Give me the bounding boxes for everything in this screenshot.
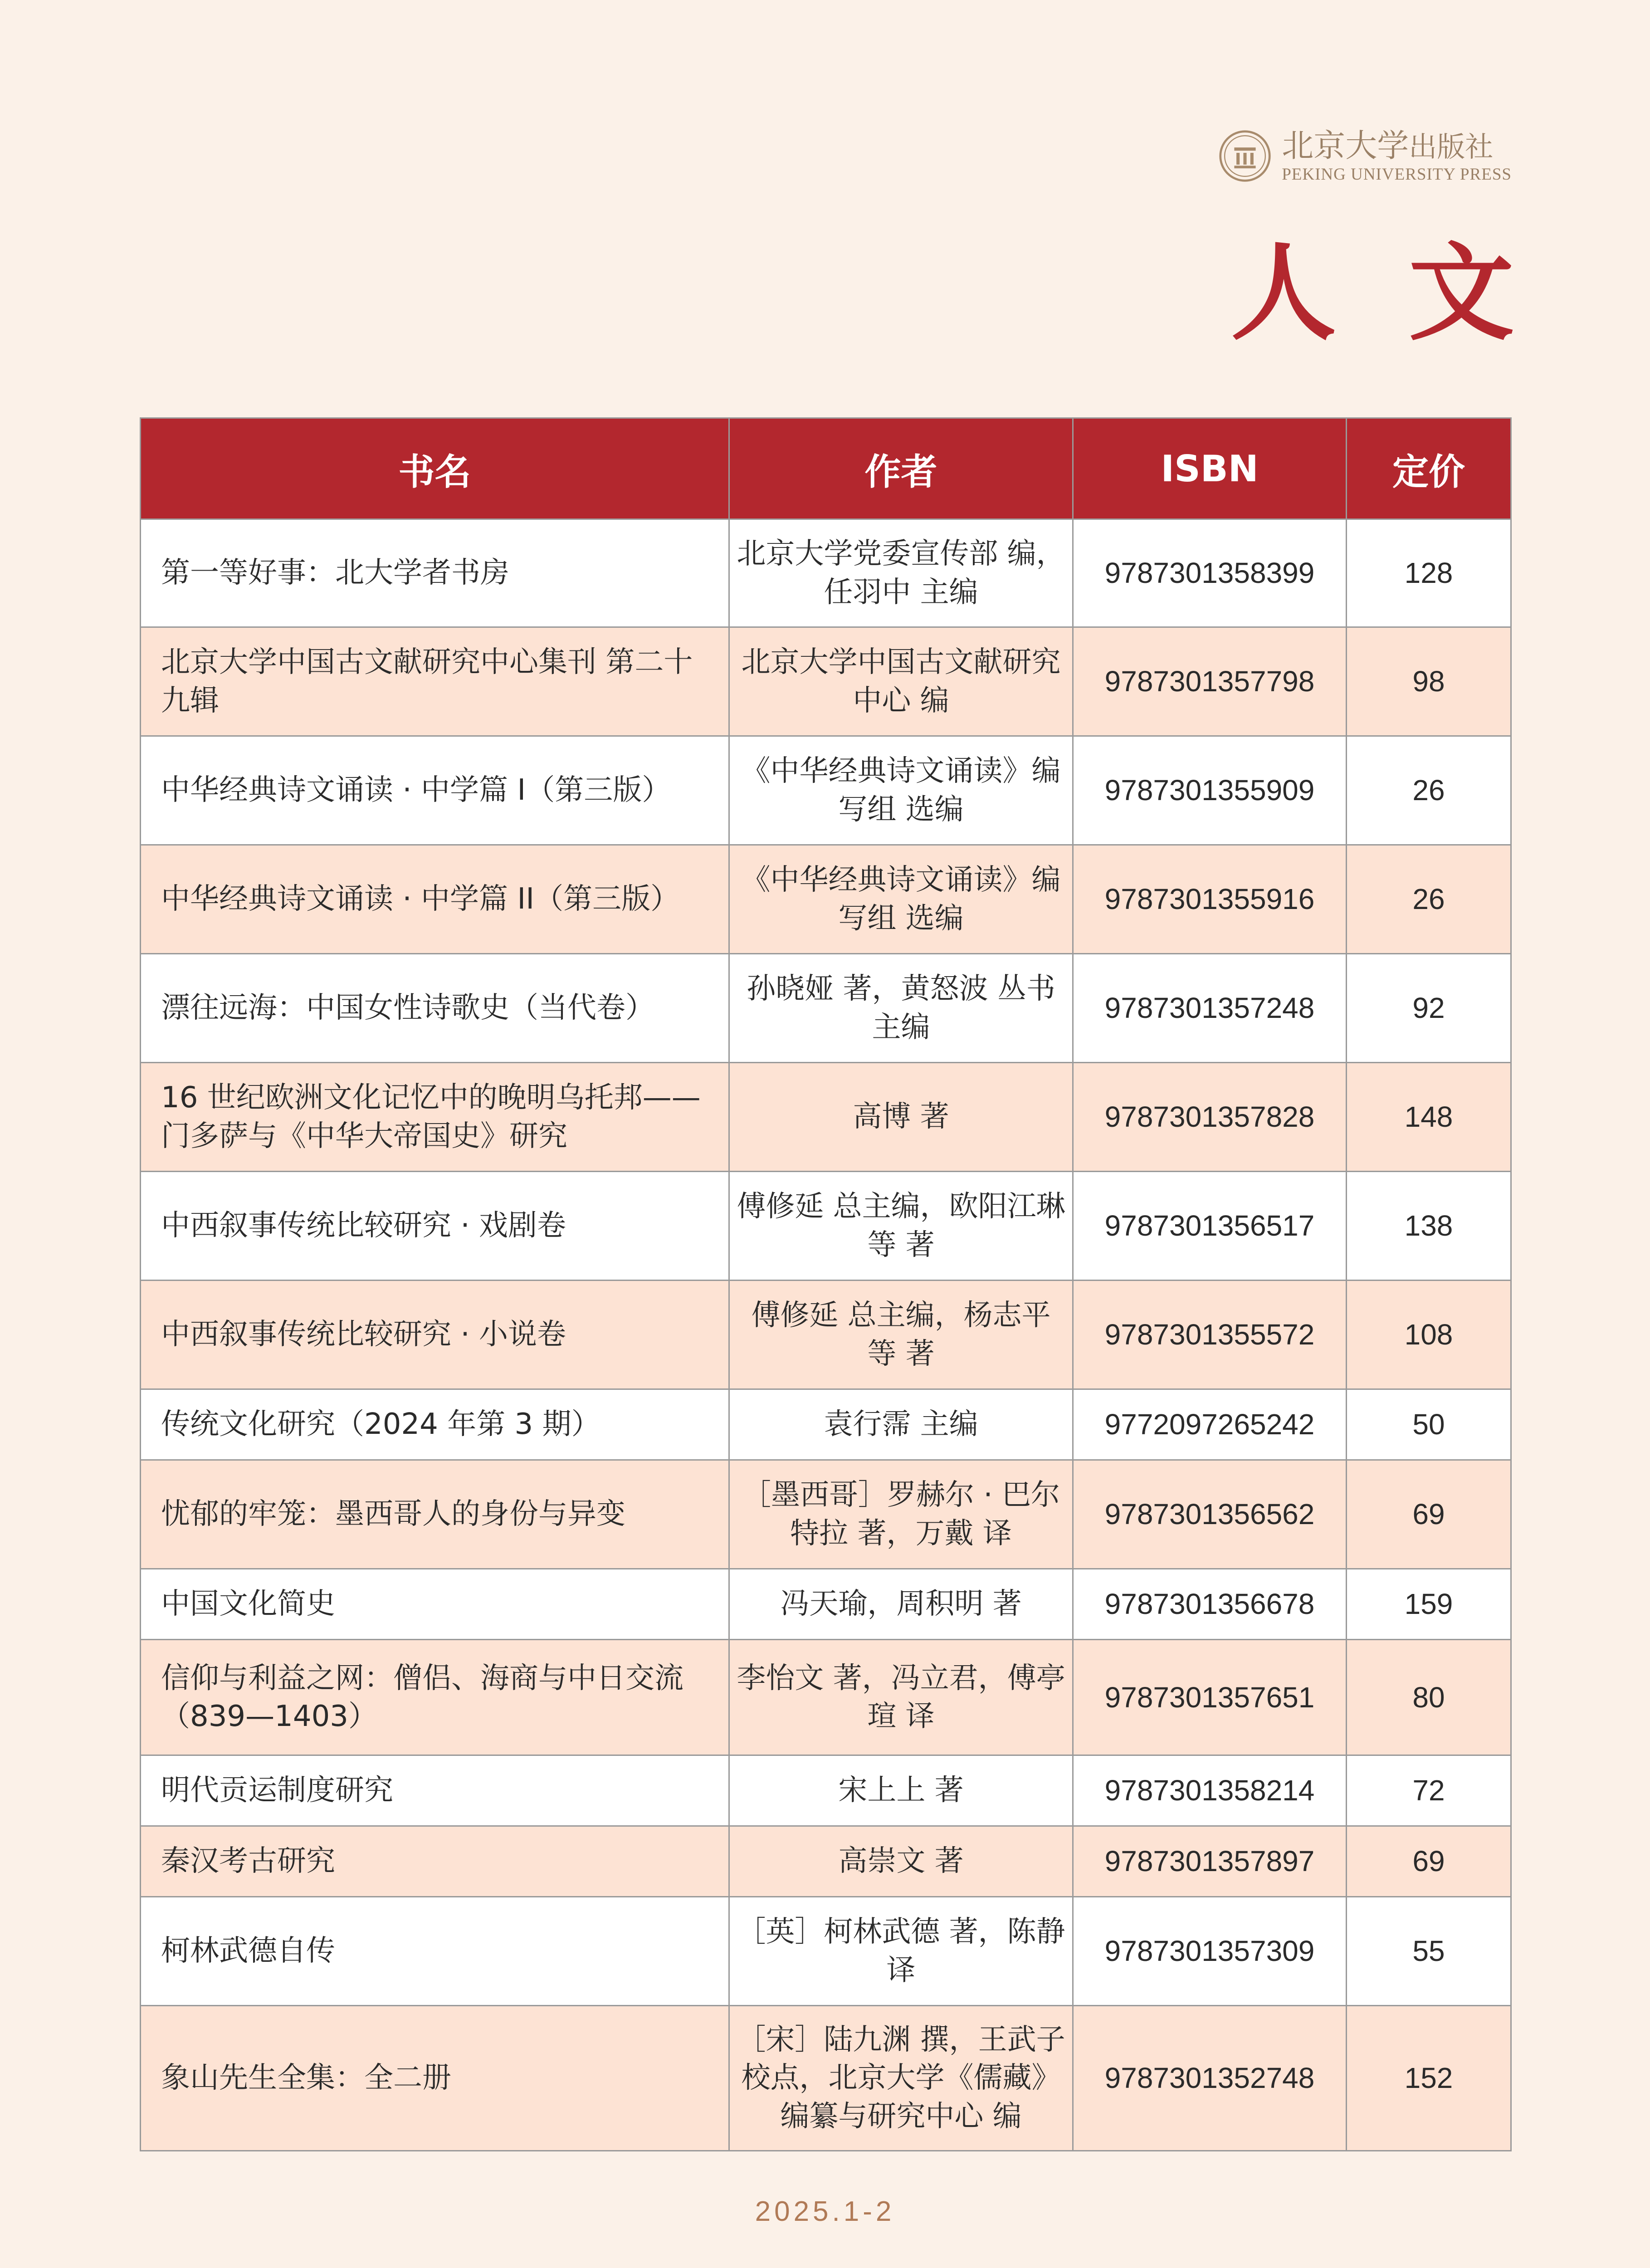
table-header-row [141,418,1511,519]
book-title: 中华经典诗文诵读 · 中学篇 II（第三版） [141,845,729,954]
book-author: ［墨西哥］罗赫尔 · 巴尔特拉 著，万戴 译 [729,1460,1073,1569]
book-title: 中西叙事传统比较研究 · 小说卷 [141,1281,729,1389]
book-title: 漂往远海：中国女性诗歌史（当代卷） [141,954,729,1063]
book-price: 55 [1347,1897,1511,2006]
book-isbn: 9787301358399 [1073,519,1347,627]
table-row [141,736,1511,845]
header-title: 书名 [141,418,729,519]
table-row [141,519,1511,627]
table-row [141,2006,1511,2151]
book-title: 传统文化研究（2024 年第 3 期） [141,1389,729,1460]
table-row [141,627,1511,736]
publisher-logo [1218,129,1512,183]
table-row [141,954,1511,1063]
publisher-name [1282,127,1512,184]
book-title: 明代贡运制度研究 [141,1755,729,1826]
book-author: 北京大学中国古文献研究中心 编 [729,627,1073,736]
book-author: 宋上上 著 [729,1755,1073,1826]
book-isbn: 9787301355916 [1073,845,1347,954]
book-author: 袁行霈 主编 [729,1389,1073,1460]
page-number: 2025.1-2 [755,2196,895,2227]
book-price: 92 [1347,954,1511,1063]
book-author: 高博 著 [729,1063,1073,1172]
book-isbn: 9787301356562 [1073,1460,1347,1569]
book-price: 138 [1347,1172,1511,1281]
header-price: 定价 [1347,418,1511,519]
book-price: 80 [1347,1640,1511,1755]
book-title: 忧郁的牢笼：墨西哥人的身份与异变 [141,1460,729,1569]
peking-university-emblem-icon [1218,129,1272,183]
book-author: 《中华经典诗文诵读》编写组 选编 [729,845,1073,954]
book-author: 《中华经典诗文诵读》编写组 选编 [729,736,1073,845]
book-isbn: 9787301358214 [1073,1755,1347,1826]
book-title: 中国文化简史 [141,1569,729,1640]
book-isbn: 9787301356517 [1073,1172,1347,1281]
book-isbn: 9787301357798 [1073,627,1347,736]
book-isbn: 9787301357309 [1073,1897,1347,2006]
book-author: ［宋］陆九渊 撰，王武子校点，北京大学《儒藏》编纂与研究中心 编 [729,2006,1073,2151]
table-row [141,1755,1511,1826]
book-title: 中华经典诗文诵读 · 中学篇 I（第三版） [141,736,729,845]
book-price: 72 [1347,1755,1511,1826]
table-row [141,1063,1511,1172]
book-title: 中西叙事传统比较研究 · 戏剧卷 [141,1172,729,1281]
book-isbn: 9772097265242 [1073,1389,1347,1460]
book-isbn: 9787301356678 [1073,1569,1347,1640]
book-isbn: 9787301352748 [1073,2006,1347,2151]
table-row [141,1460,1511,1569]
book-price: 148 [1347,1063,1511,1172]
table-row [141,845,1511,954]
table-row [141,1897,1511,2006]
book-author: ［英］柯林武德 著，陈静 译 [729,1897,1073,2006]
book-title: 16 世纪欧洲文化记忆中的晚明乌托邦——门多萨与《中华大帝国史》研究 [141,1063,729,1172]
publisher-name-en: PEKING UNIVERSITY PRESS [1282,165,1512,184]
book-price: 69 [1347,1460,1511,1569]
book-author: 高崇文 著 [729,1826,1073,1897]
table-row [141,1640,1511,1755]
section-title: 人文 [1230,231,1587,355]
book-list-table [140,417,1512,2151]
book-price: 26 [1347,736,1511,845]
book-price: 128 [1347,519,1511,627]
book-isbn: 9787301357828 [1073,1063,1347,1172]
book-isbn: 9787301357651 [1073,1640,1347,1755]
book-isbn: 9787301357897 [1073,1826,1347,1897]
table-row [141,1281,1511,1389]
book-isbn: 9787301355909 [1073,736,1347,845]
header-author: 作者 [729,418,1073,519]
book-isbn: 9787301357248 [1073,954,1347,1063]
book-price: 152 [1347,2006,1511,2151]
book-isbn: 9787301355572 [1073,1281,1347,1389]
book-price: 98 [1347,627,1511,736]
book-price: 50 [1347,1389,1511,1460]
table-row [141,1826,1511,1897]
book-title: 柯林武德自传 [141,1897,729,2006]
publisher-press-cn: 出版社 [1409,130,1494,163]
table-row [141,1172,1511,1281]
book-title: 北京大学中国古文献研究中心集刊 第二十九辑 [141,627,729,736]
book-author: 李怡文 著，冯立君，傅亭瑄 译 [729,1640,1073,1755]
book-author: 傅修延 总主编，杨志平 等 著 [729,1281,1073,1389]
book-author: 冯天瑜，周积明 著 [729,1569,1073,1640]
book-price: 26 [1347,845,1511,954]
book-author: 孙晓娅 著，黄怒波 丛书主编 [729,954,1073,1063]
book-title: 第一等好事：北大学者书房 [141,519,729,627]
table-row [141,1389,1511,1460]
book-author: 傅修延 总主编，欧阳江琳 等 著 [729,1172,1073,1281]
book-author: 北京大学党委宣传部 编，任羽中 主编 [729,519,1073,627]
publisher-name-cn: 北京大学 [1282,127,1409,164]
book-price: 69 [1347,1826,1511,1897]
book-price: 159 [1347,1569,1511,1640]
book-price: 108 [1347,1281,1511,1389]
book-title: 秦汉考古研究 [141,1826,729,1897]
book-title: 信仰与利益之网：僧侣、海商与中日交流（839—1403） [141,1640,729,1755]
table-row [141,1569,1511,1640]
book-title: 象山先生全集：全二册 [141,2006,729,2151]
header-isbn: ISBN [1073,418,1347,519]
